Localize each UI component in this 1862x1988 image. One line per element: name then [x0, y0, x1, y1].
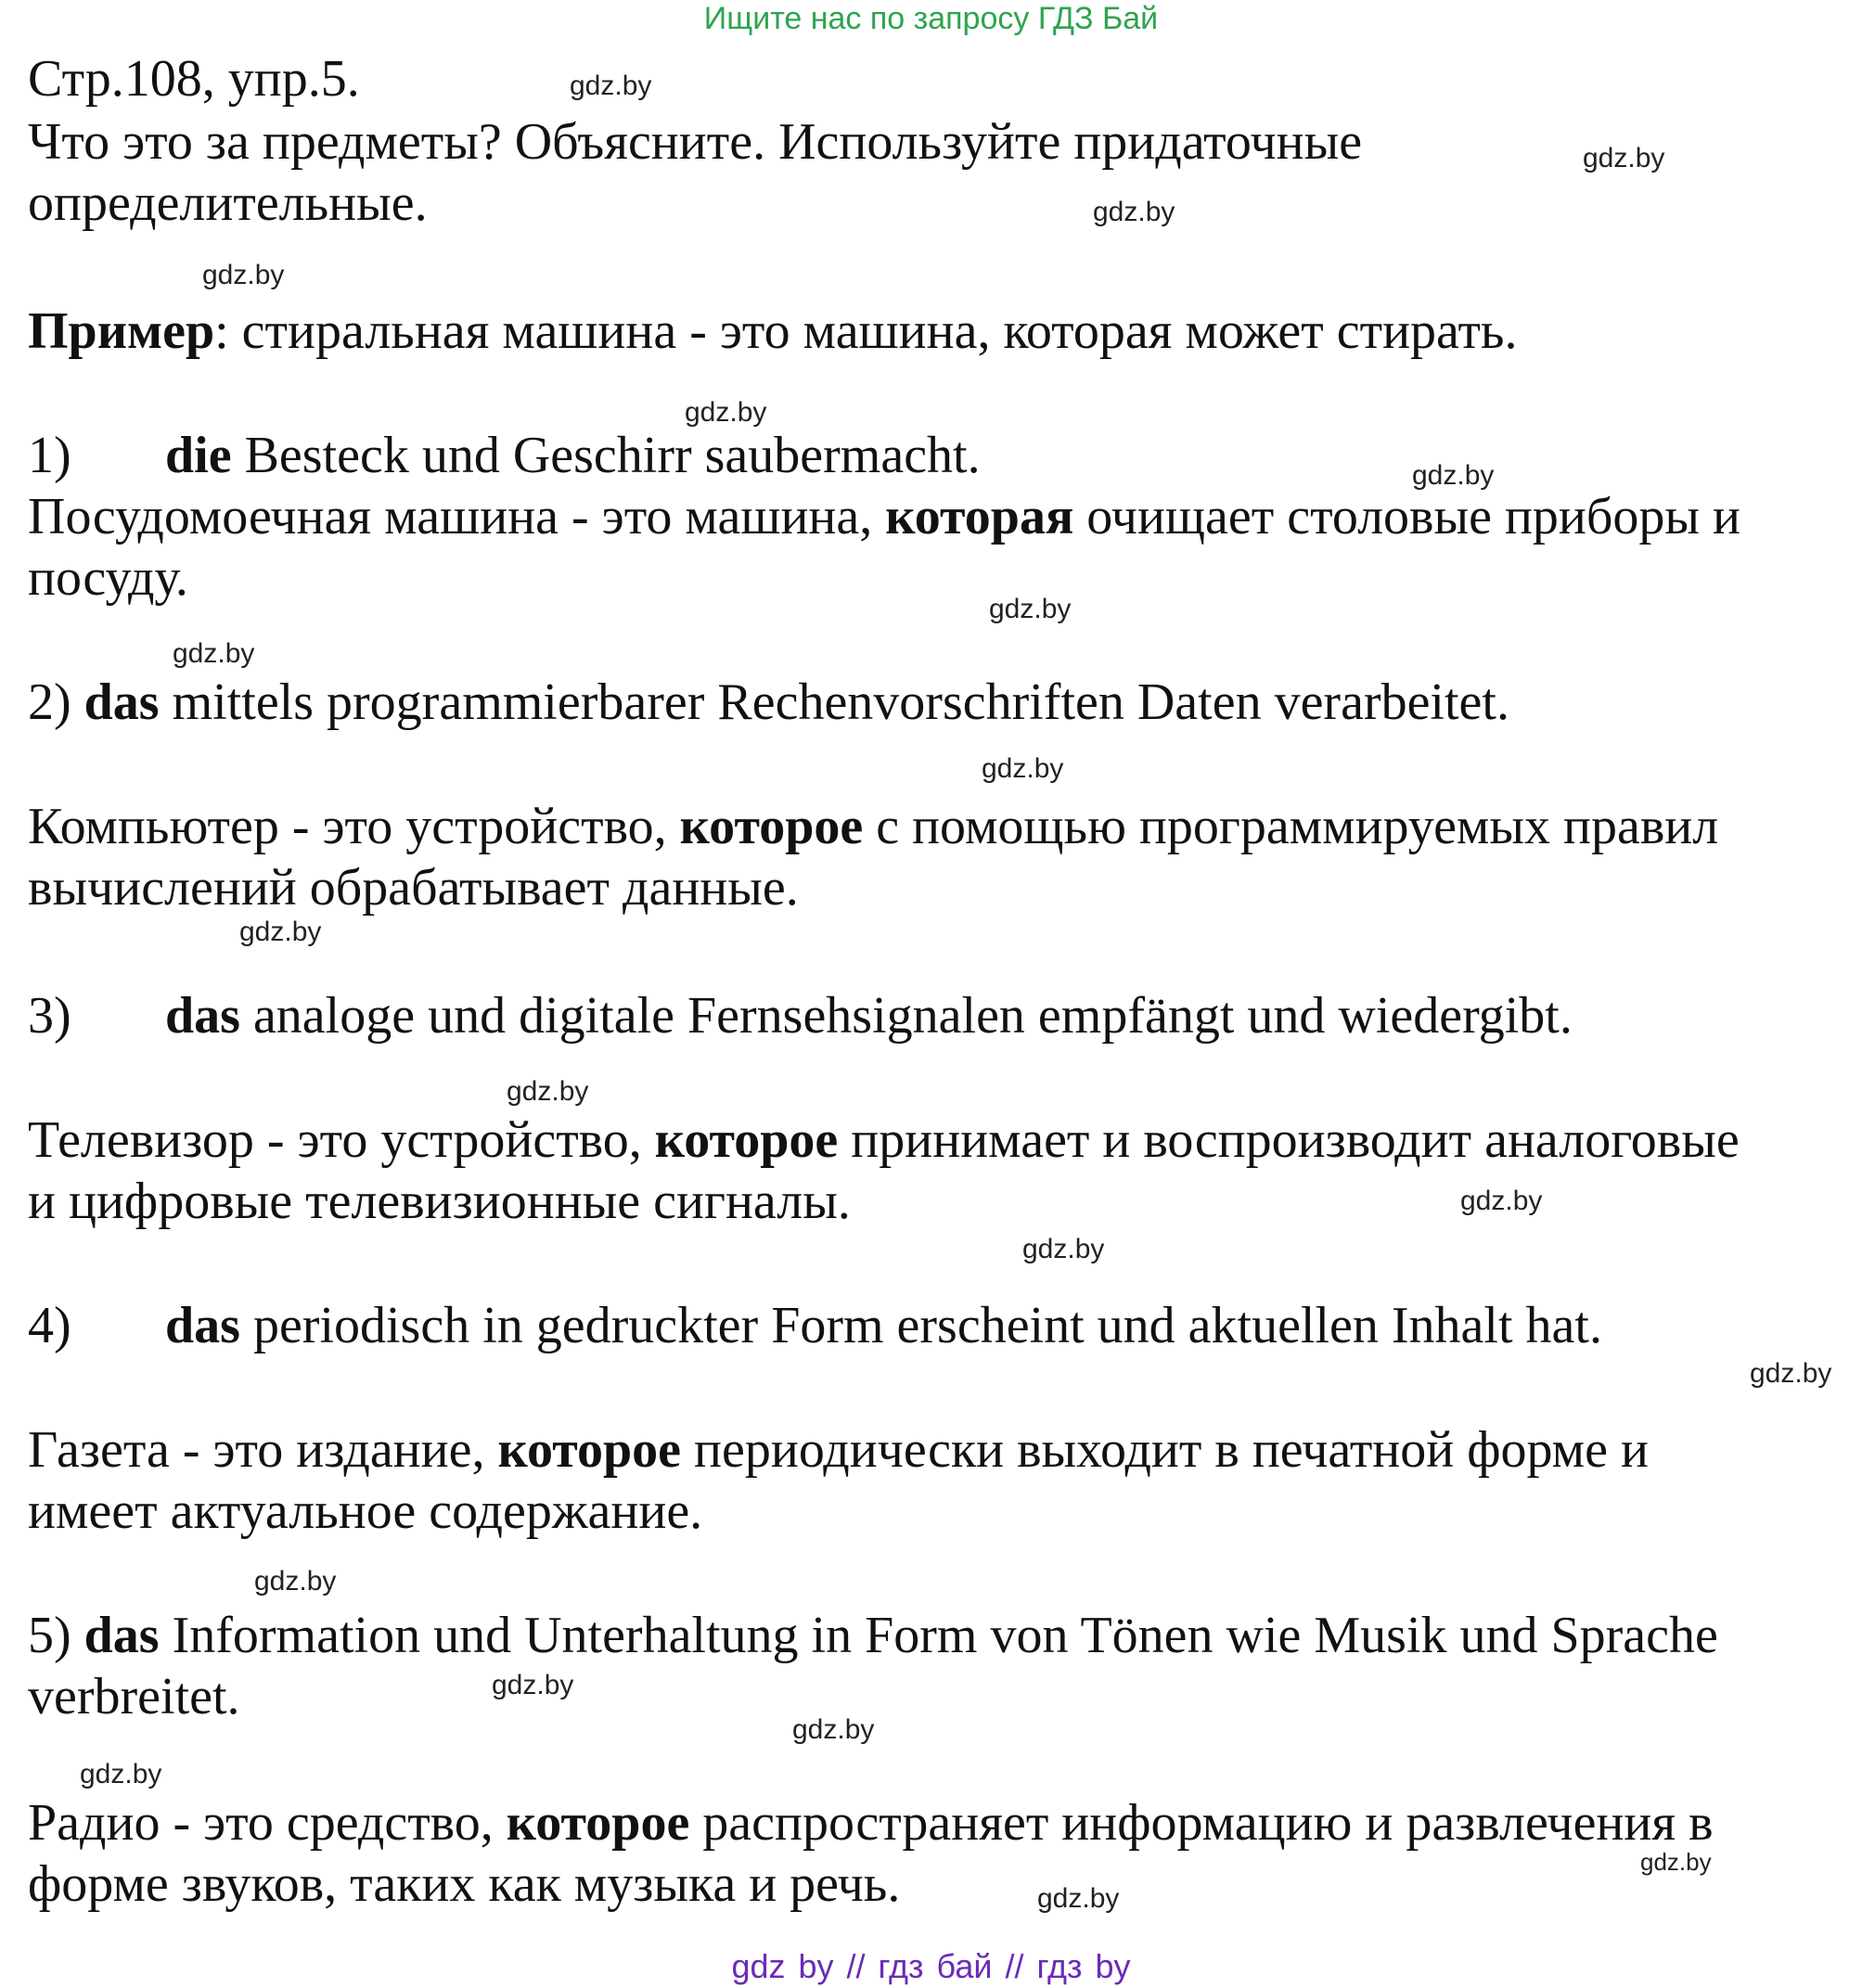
item-3-ru-keyword: которое — [654, 1111, 839, 1169]
item-2-german — [28, 672, 1509, 733]
item-3-russian — [28, 1109, 1740, 1171]
watermark: gdz.by — [1412, 460, 1495, 491]
item-5-russian — [28, 1792, 1714, 1853]
exercise-title: Стр.108, упр.5. — [28, 50, 360, 108]
example-line — [28, 301, 1517, 362]
watermark: gdz.by — [1460, 1186, 1543, 1216]
item-2-ru-keyword: которое — [679, 798, 864, 855]
item-4-ru-after: периодически выходит в печатной форме и — [681, 1421, 1649, 1479]
item-2-ru-after: с помощью программируемых правил — [863, 798, 1719, 855]
item-4-german — [28, 1295, 1602, 1356]
item-1-german — [28, 425, 981, 486]
example-text: : стиральная машина - это машина, которая может стирать. — [214, 302, 1518, 360]
example-label: Пример — [28, 302, 215, 360]
item-3-ru-before: Телевизор - это устройство, — [28, 1111, 655, 1169]
instruction-line-2: определительные. — [28, 174, 428, 232]
watermark: gdz.by — [989, 594, 1072, 624]
item-1-russian-line-2: посуду. — [28, 549, 188, 607]
item-4-russian — [28, 1419, 1649, 1481]
watermark: gdz.by — [1750, 1358, 1832, 1389]
item-3-russian-line-2: и цифровые телевизионные сигналы. — [28, 1173, 851, 1230]
item-5-keyword: das — [83, 1607, 160, 1664]
watermark: gdz.by — [202, 260, 285, 290]
item-1-keyword: die — [165, 427, 232, 484]
item-1-ru-before: Посудомоечная машина - это машина, — [28, 488, 886, 545]
watermark: gdz.by — [173, 638, 255, 669]
item-3-ru-after: принимает и воспроизводит аналоговые — [838, 1111, 1740, 1169]
instruction-line-1: Что это за предметы? Объясните. Используйте придаточные — [28, 113, 1363, 171]
watermark: gdz.by — [239, 917, 322, 947]
item-1-ru-after: очищает столовые приборы и — [1073, 488, 1740, 545]
header-banner[interactable]: Ищите нас по запросу ГДЗ Бай — [703, 1, 1159, 36]
item-4-german-text: periodisch in gedruckter Form erscheint und aktuellen Inhalt hat. — [239, 1297, 1602, 1354]
item-1-russian — [28, 486, 1740, 547]
item-2-ru-before: Компьютер - это устройство, — [28, 798, 680, 855]
watermark: gdz.by — [507, 1076, 589, 1107]
item-5-ru-after: распространяет информацию и развлечения в — [689, 1794, 1714, 1852]
item-4-ru-before: Газета - это издание, — [28, 1421, 498, 1479]
item-5-german-line-2: verbreitet. — [28, 1668, 240, 1725]
watermark: gdz.by — [1640, 1848, 1712, 1876]
item-2-russian-line-2: вычислений обрабатывает данные. — [28, 859, 799, 917]
item-2-russian — [28, 796, 1718, 857]
item-5-number: 5) — [28, 1607, 71, 1664]
item-1-ru-keyword: которая — [885, 488, 1074, 545]
watermark: gdz.by — [792, 1714, 875, 1745]
item-5-russian-line-2: форме звуков, таких как музыка и речь. — [28, 1855, 901, 1913]
item-5-german-text: Information und Unterhaltung in Form von Tönen wie Musik und Sprache — [159, 1607, 1718, 1664]
item-5-ru-keyword: которое — [506, 1794, 690, 1852]
item-3-german — [28, 985, 1573, 1046]
item-4-russian-line-2: имеет актуальное содержание. — [28, 1482, 703, 1540]
item-4-number: 4) — [28, 1297, 71, 1354]
item-2-number: 2) — [28, 673, 71, 731]
item-2-german-text: mittels programmierbarer Rechenvorschriften Daten verarbeitet. — [159, 673, 1509, 731]
item-2-keyword: das — [83, 673, 160, 731]
watermark: gdz.by — [1037, 1883, 1120, 1914]
footer-links[interactable]: gdz by // гдз бай // гдз by — [731, 1947, 1131, 1985]
watermark: gdz.by — [982, 753, 1064, 784]
item-3-keyword: das — [165, 987, 240, 1045]
watermark: gdz.by — [254, 1566, 337, 1597]
watermark: gdz.by — [1583, 143, 1665, 173]
item-3-number: 3) — [28, 987, 71, 1045]
item-1-number: 1) — [28, 427, 71, 484]
item-4-ru-keyword: которое — [497, 1421, 682, 1479]
watermark: gdz.by — [570, 71, 652, 101]
item-5-ru-before: Радио - это средство, — [28, 1794, 507, 1852]
item-3-german-text: analoge und digitale Fernsehsignalen empfängt und wiedergibt. — [239, 987, 1573, 1045]
watermark: gdz.by — [1093, 197, 1175, 227]
item-4-keyword: das — [165, 1297, 240, 1354]
watermark: gdz.by — [80, 1759, 162, 1789]
watermark: gdz.by — [492, 1670, 574, 1700]
watermark: gdz.by — [1022, 1234, 1105, 1264]
item-1-german-text: Besteck und Geschirr saubermacht. — [231, 427, 981, 484]
watermark: gdz.by — [685, 397, 767, 428]
item-5-german — [28, 1605, 1718, 1666]
